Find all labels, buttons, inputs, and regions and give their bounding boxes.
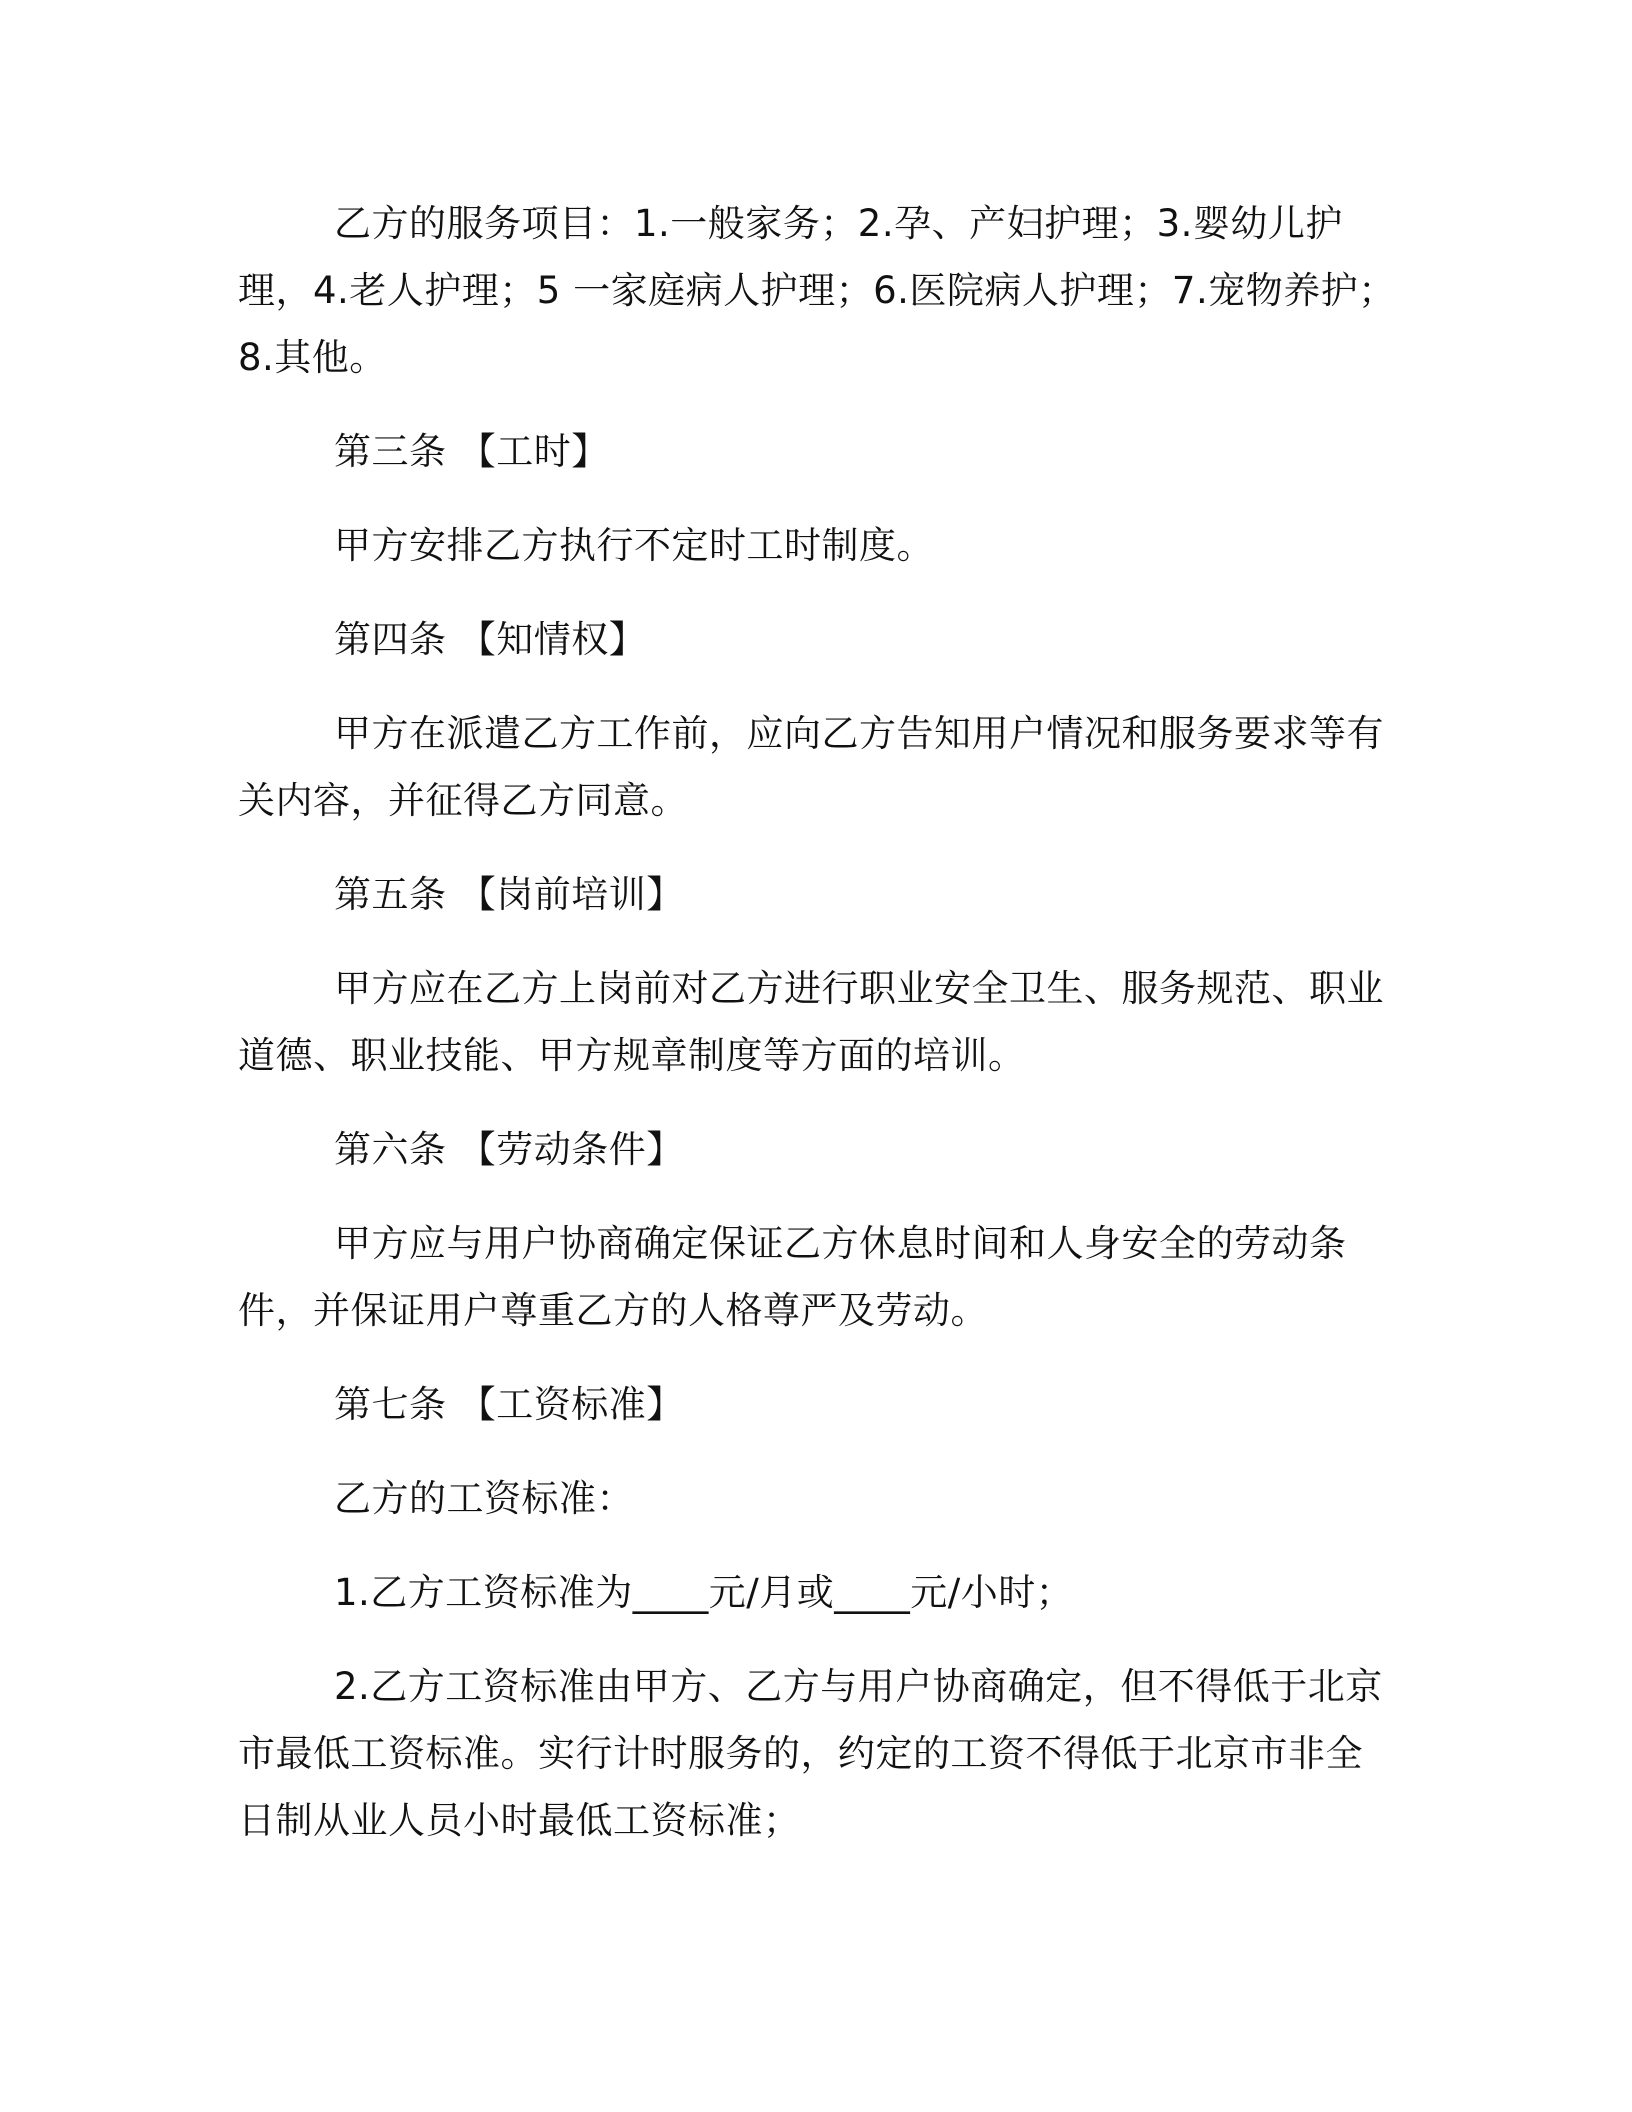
document-body (238, 190, 1398, 1881)
article-3-heading: 第三条 【工时】 (334, 430, 609, 473)
wage-standard-item-2: 2.乙方工资标准由甲方、乙方与用户协商确定，但不得低于北京市最低工资标准。实行计时服务的，约定的工资不得低于北京市非全日制从业人员小时最低工资标准； (238, 1665, 1383, 1842)
wage-standard-intro: 乙方的工资标准： (334, 1477, 634, 1520)
article-3-paragraph: 甲方安排乙方执行不定时工时制度。 (334, 524, 934, 567)
wage-standard-item-1: 1.乙方工资标准为____元/月或____元/小时； (334, 1571, 1074, 1614)
service-items-paragraph: 乙方的服务项目：1.一般家务；2.孕、产妇护理；3.婴幼儿护理，4.老人护理；5 一家庭病人护理；6.医院病人护理；7.宠物养护；8.其他。 (238, 202, 1396, 379)
article-5-paragraph: 甲方应在乙方上岗前对乙方进行职业安全卫生、服务规范、职业道德、职业技能、甲方规章制度等方面的培训。 (238, 967, 1384, 1077)
article-7-heading: 第七条 【工资标准】 (334, 1383, 684, 1426)
article-6-heading: 第六条 【劳动条件】 (334, 1128, 684, 1171)
article-5-heading: 第五条 【岗前培训】 (334, 873, 684, 916)
article-4-heading: 第四条 【知情权】 (334, 618, 647, 661)
article-4-paragraph: 甲方在派遣乙方工作前，应向乙方告知用户情况和服务要求等有关内容，并征得乙方同意。 (238, 712, 1384, 822)
article-6-paragraph: 甲方应与用户协商确定保证乙方休息时间和人身安全的劳动条件，并保证用户尊重乙方的人格尊严及劳动。 (238, 1222, 1347, 1332)
